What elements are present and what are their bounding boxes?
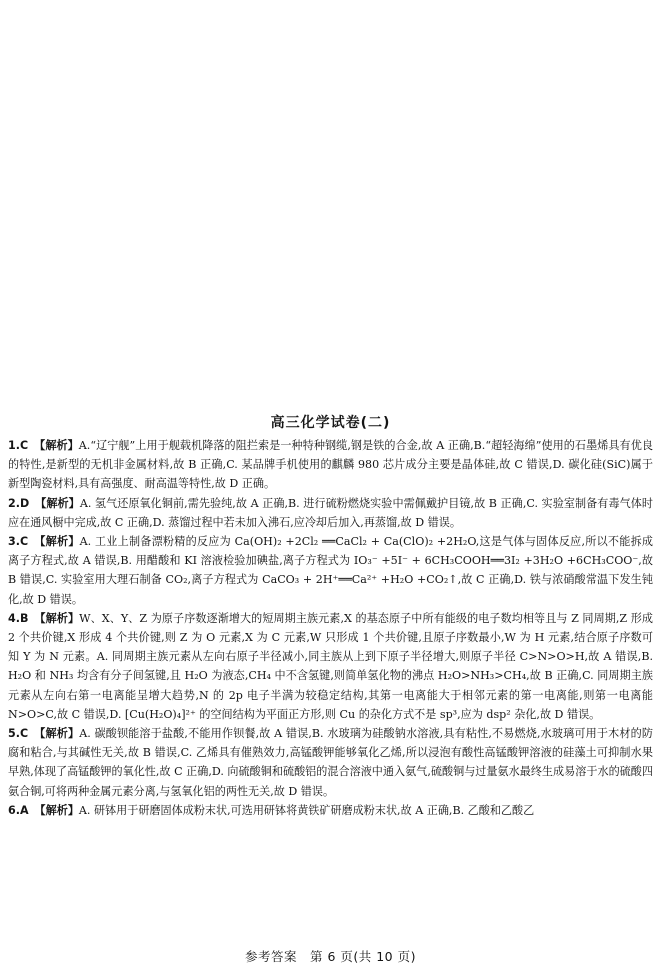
answer-letter: B — [19, 611, 29, 625]
analysis-tag: 【解析】 — [34, 611, 80, 625]
analysis-text: A. 研钵用于研磨固体成粉末状,可选用研钵将黄铁矿研磨成粉末状,故 A 正确,B. 乙酸和乙酸乙 — [78, 803, 535, 817]
analysis-text: A. 碳酸钡能溶于盐酸,不能用作钡餐,故 A 错误,B. 水玻璃为硅酸钠水溶液,具有粘性,不易燃烧,水玻璃可用于木材的防腐和粘合,与其碱性无关,故 B 错误,C. 乙烯具有催熟效力,高锰酸钾能够氧化乙烯,所以浸泡有酸性高锰酸钾溶液的硅藻土可抑制水果早熟,体现了高锰酸钾的氧化性,故 C 正确,D. 向硫酸铜和硫酸铝的混合溶液中通入氨气,硫酸铜与过量氨水最终生成易溶于水的硫酸四氨合铜,可将两种金属元素分离,与氢氧化铝的两性无关,故 D 错误。 — [8, 727, 653, 798]
answer-letter: D — [19, 496, 30, 510]
analysis-text: A.“辽宁舰”上用于舰载机降落的阻拦索是一种特种钢缆,钢是铁的合金,故 A 正确,B.“超轻海绵”使用的石墨烯具有优良的特性,是新型的无机非金属材料,故 B 正确,C. 某品牌手机使用的麒麟 980 芯片成分主要是晶体硅,故 C 错误,D. 碳化硅(SiC)属于新型陶瓷材料,具有高强度、耐高温等特性,故 D 正确。 — [8, 439, 653, 491]
list-item — [8, 436, 653, 494]
page-footer: 参考答案 第 6 页(共 10 页) — [244, 949, 416, 964]
list-item — [8, 494, 653, 532]
analysis-text: W、X、Y、Z 为原子序数逐渐增大的短周期主族元素,X 的基态原子中所有能级的电子数均相等且与 Z 同周期,Z 形成 2 个共价键,X 形成 4 个共价键,则 Z 为 O 元素,X 为 C 元素,W 只形成 1 个共价键,且原子序数最小,W 为 H 元素,结合原子序数可知 Y 为 N 元素。A. 同周期主族元素从左向右原子半径减小,同主族从上到下原子半径增大,则原子半径 C>N>O>H,故 A 错误,B. H₂O 和 NH₃ 均含有分子间氢键,且 H₂O 为液态,CH₄ 中不含氢键,则简单氢化物的沸点 H₂O>NH₃>CH₄,故 B 正确,C. 同周期主族元素从左向右第一电离能呈增大趋势,N 的 2p 电子半满为较稳定结构,其第一电离能大于相邻元素的第一电离能,则第一电离能 N>O>C,故 C 错误,D. [Cu(H₂O)₄]²⁺ 的空间结构为平面正方形,则 Cu 的杂化方式不是 sp³,应为 dsp² 杂化,故 D 错误。 — [8, 611, 653, 721]
question-number: 4. — [8, 611, 20, 625]
question-number: 2. — [8, 496, 20, 510]
answer-letter: C — [19, 535, 29, 549]
answer-letter: C — [19, 727, 29, 741]
question-number: 5. — [8, 727, 20, 741]
analysis-tag: 【解析】 — [34, 803, 79, 817]
list-item — [8, 532, 653, 609]
analysis-tag: 【解析】 — [35, 496, 80, 510]
answer-letter: C — [19, 439, 29, 452]
question-number: 3. — [8, 535, 20, 549]
answer-letter: A — [19, 803, 29, 817]
analysis-tag: 【解析】 — [34, 535, 80, 549]
list-item — [8, 724, 653, 801]
analysis-text: A. 工业上制备漂粉精的反应为 Ca(OH)₂ +2Cl₂ ══CaCl₂ + Ca(ClO)₂ +2H₂O,这是气体与固体反应,所以不能拆成离子方程式,故 A 错误,B. 用醋酸和 KI 溶液检验加碘盐,离子方程式为 IO₃⁻ +5I⁻ + 6CH₃COOH══3I₂ +3H₂O +6CH₃COO⁻,故 B 错误,C. 实验室用大理石制备 CO₂,离子方程式为 CaCO₃ + 2H⁺══Ca²⁺ +H₂O +CO₂↑,故 C 正确,D. 铁与浓硝酸常温下发生钝化,故 D 错误。 — [8, 535, 653, 606]
question-number: 6. — [8, 803, 20, 817]
list-item — [8, 609, 653, 724]
analysis-text: A. 氢气还原氧化铜前,需先验纯,故 A 正确,B. 进行硫粉燃烧实验中需佩戴护目镜,故 B 正确,C. 实验室制备有毒气体时应在通风橱中完成,故 C 正确,D. 蒸馏过程中若未加入沸石,应冷却后加入,再蒸馏,故 D 错误。 — [8, 496, 653, 529]
question-number: 1. — [8, 439, 20, 452]
list-item — [8, 801, 653, 820]
page-title: 高三化学试卷(二) — [270, 415, 391, 431]
answer-list — [8, 436, 653, 820]
analysis-tag: 【解析】 — [34, 727, 80, 741]
analysis-tag: 【解析】 — [34, 439, 79, 452]
